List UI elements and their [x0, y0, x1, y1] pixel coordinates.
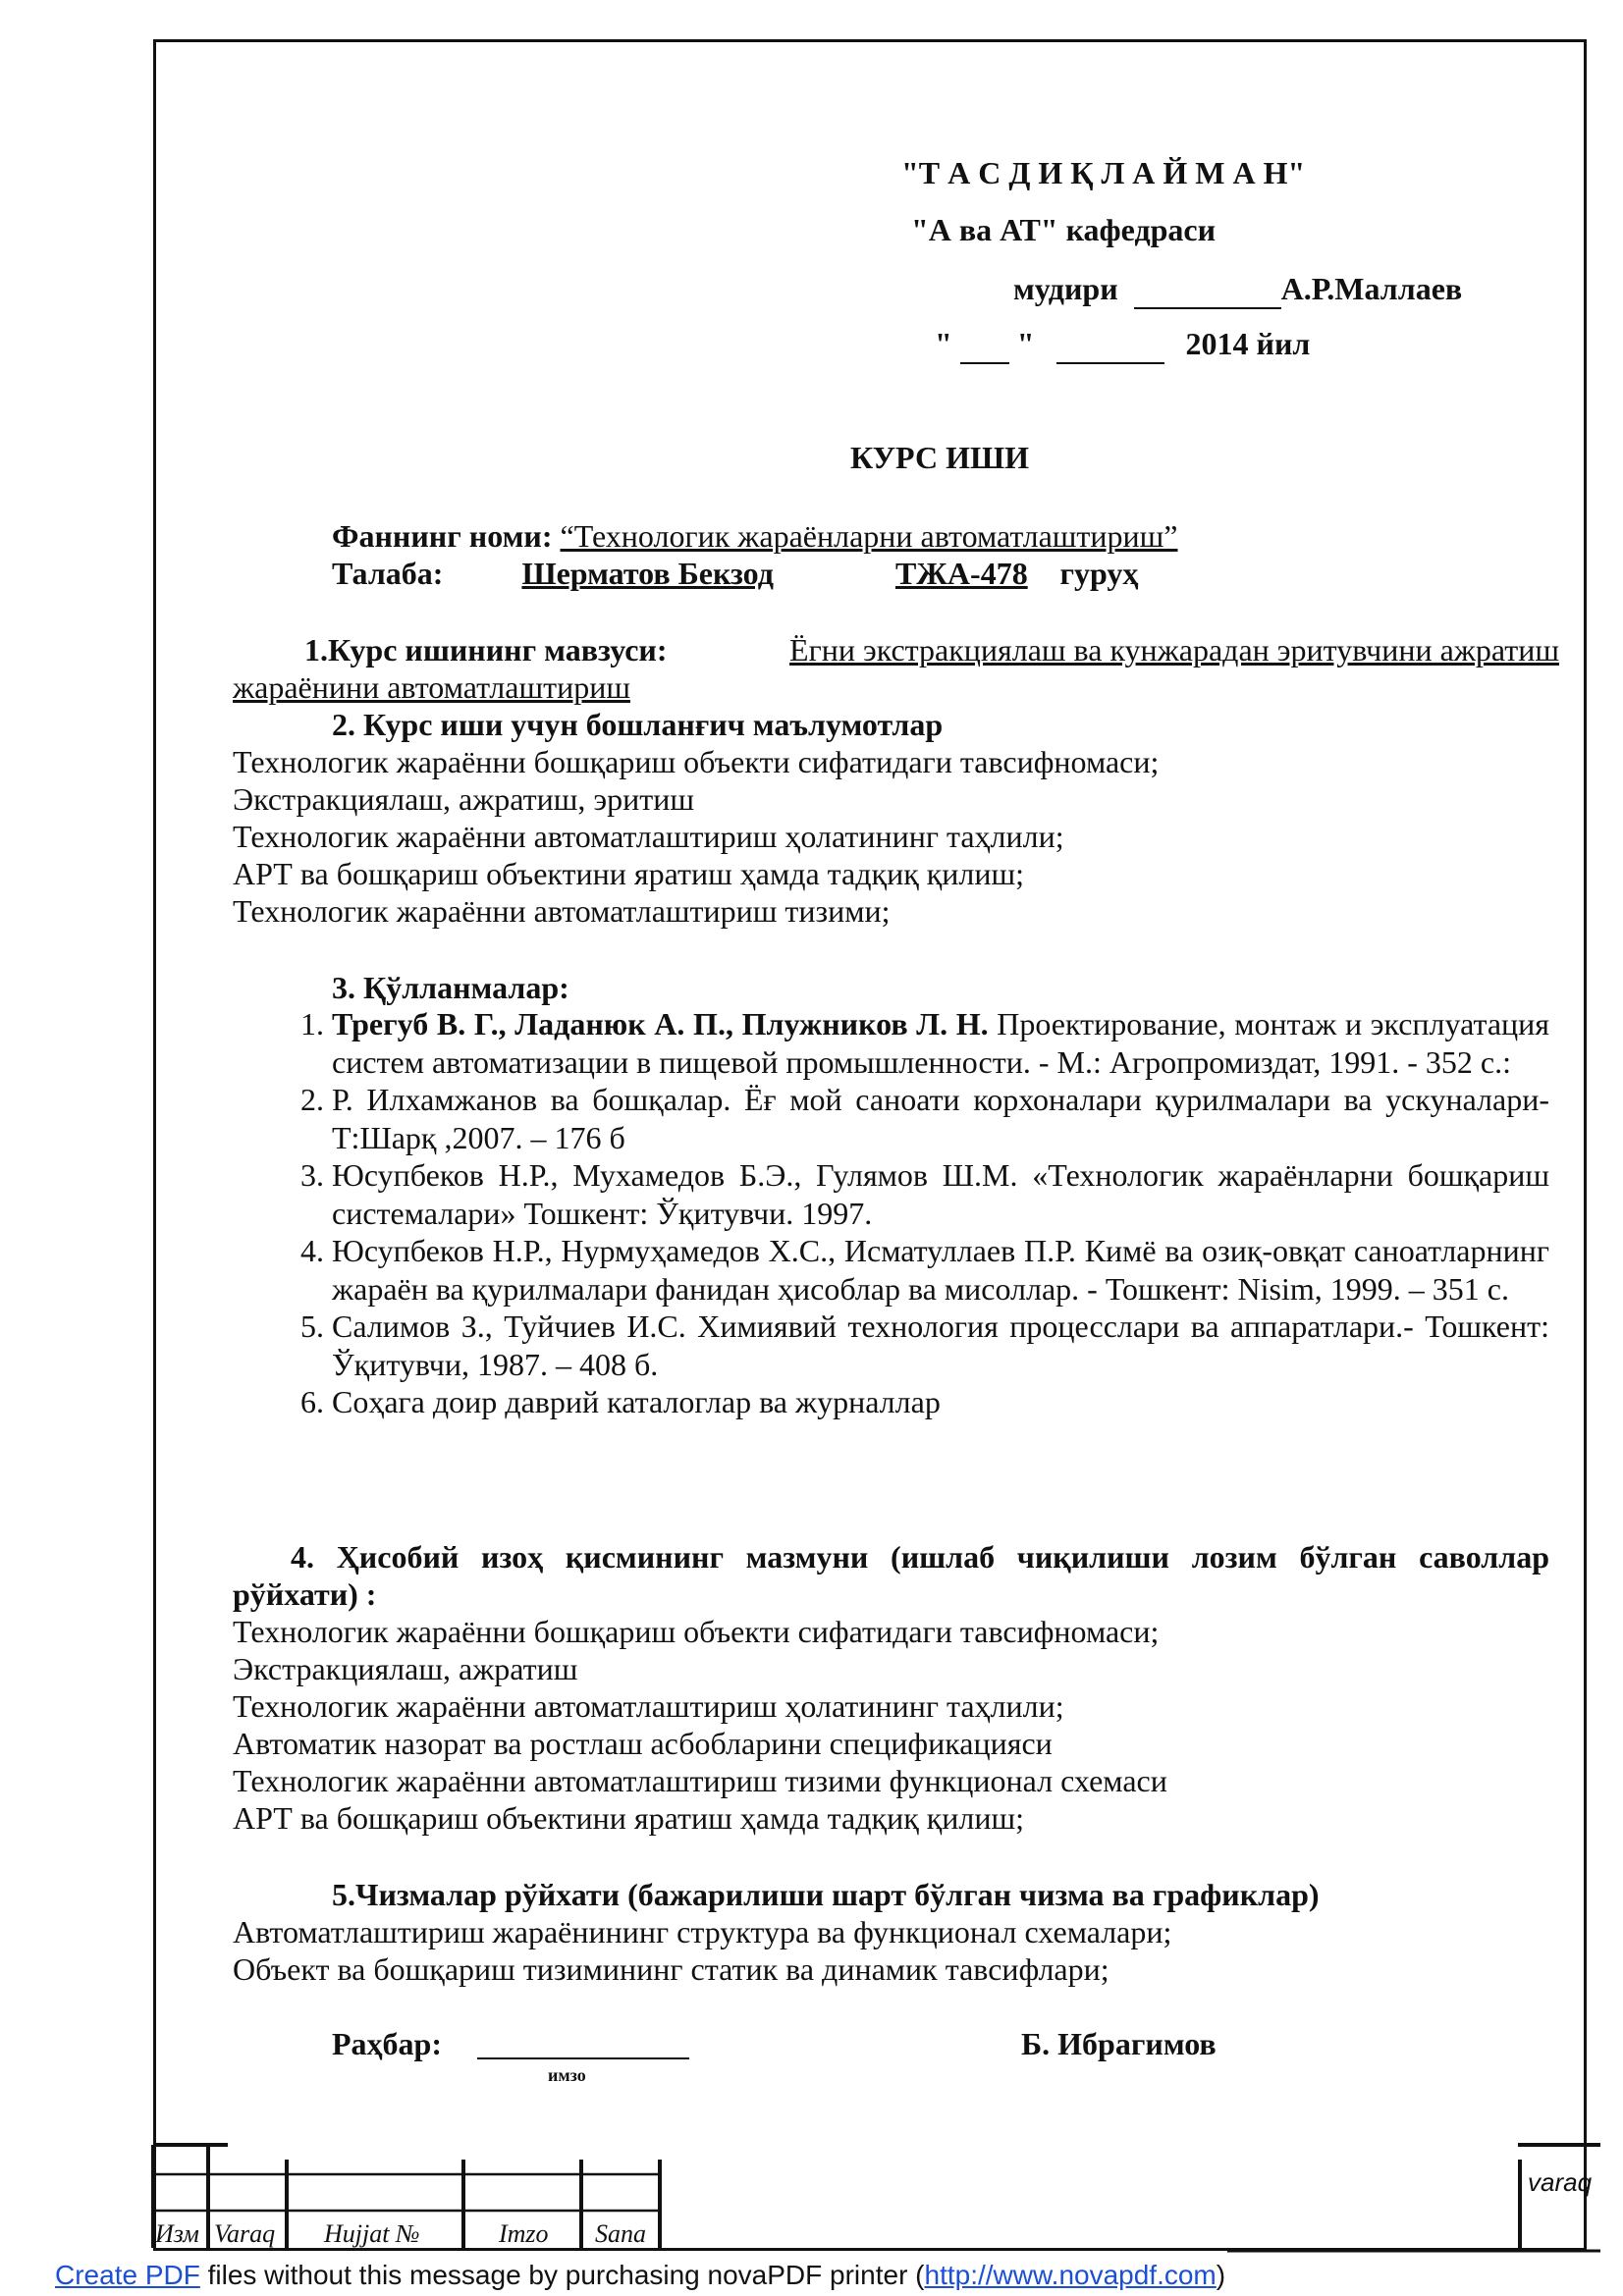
approval-head	[1013, 271, 1462, 309]
student-line	[332, 556, 1138, 592]
approval-heading: "Т А С Д И Қ Л А Й М А Н"	[901, 155, 1306, 190]
section4-item: Экстракциялаш, ажратиш	[233, 1651, 578, 1686]
topic-label: 1.Курс ишининг мавзуси:	[304, 632, 668, 667]
stamp-imzo: Imzo	[499, 2219, 549, 2248]
section2-item: Экстракциялаш, ажратиш, эритиш	[233, 781, 695, 817]
student-underline	[443, 556, 1052, 592]
stamp-varaq: Varaq	[214, 2219, 276, 2248]
subject-label: Фаннинг номи:	[332, 518, 553, 554]
pdf-footer	[55, 2260, 1225, 2291]
stamp-izm: Изм	[155, 2219, 199, 2248]
stamp-sana: Sana	[595, 2219, 646, 2248]
reference-item	[281, 1308, 1549, 1383]
reference-number: 6.	[300, 1384, 324, 1419]
section4-item: Технологик жараённи автоматлаштириш тизими функционал схемаси	[233, 1763, 1167, 1798]
section3-heading: 3. Қўлланмалар:	[332, 970, 569, 1005]
reference-item	[281, 1156, 1549, 1232]
section4-heading-line1: 4. Ҳисобий изоҳ қисмининг мазмуни (ишлаб чиқилиши лозим бўлган саволлар	[291, 1539, 1549, 1575]
date-quote-close: "	[1016, 326, 1035, 361]
section2-item: Технологик жараённи автоматлаштириш тизими;	[233, 893, 891, 929]
section2-item: Технологик жараённи бошқариш объекти сифатидаги тавсифномаси;	[233, 744, 1160, 779]
topic-value-line2: жараёнини автоматлаштириш	[233, 669, 630, 705]
signature-line	[1134, 271, 1281, 309]
topic-value-line1: Ёгни экстракциялаш ва кунжарадан эритувчини ажратиш	[789, 632, 1559, 667]
reference-text: Проектирование, монтаж и эксплуатация систем автоматизации в пищевой промышленности. - М.: Агропромиздат, 1991. - 352 с.:	[332, 1006, 1549, 1080]
student-group-word: гуруҳ	[1059, 556, 1139, 591]
reference-number: 2.	[300, 1082, 324, 1117]
section4-item: Автоматик назорат ва ростлаш асбобларини спецификацияси	[233, 1726, 1053, 1761]
reference-item	[281, 1232, 1549, 1308]
stamp-sheet-label: varaq	[1528, 2167, 1593, 2197]
section4-item: Технологик жараённи автоматлаштириш ҳолатининг таҳлили;	[233, 1688, 1064, 1724]
reference-text: Р. Илхамжанов ва бошқалар. Ёғ мой саноати корхоналари қурилмалари ва ускуналари- Т:Шарқ ,2007. – 176 б	[332, 1082, 1549, 1155]
footer-text-end: )	[1216, 2260, 1226, 2290]
section2-item: Технологик жараённи автоматлаштириш ҳолатининг таҳлили;	[233, 819, 1064, 854]
reference-number: 3.	[300, 1157, 324, 1193]
student-label: Талаба:	[332, 556, 444, 591]
section4-item: АРТ ва бошқариш объектини яратиш ҳамда тадқиқ қилиш;	[233, 1800, 1025, 1836]
reference-number: 5.	[300, 1308, 324, 1344]
reference-text: Юсупбеков Н.Р., Мухамедов Б.Э., Гулямов Ш.М. «Технологик жараёнларни бошқариш системалари» Тошкент: Ўқитувчи. 1997.	[332, 1157, 1549, 1231]
section4-heading-line2: рўйхати) :	[233, 1576, 377, 1612]
page-title: КУРС ИШИ	[850, 440, 1030, 475]
approval-head-name: А.Р.Маллаев	[1280, 271, 1463, 306]
stamp-hujjat: Hujjat №	[324, 2219, 420, 2248]
approval-year: 2014 йил	[1185, 326, 1311, 361]
day-blank	[960, 326, 1009, 364]
section4-item: Технологик жараённи бошқариш объекти сифатидаги тавсифномаси;	[233, 1614, 1160, 1649]
section5-item: Объект ва бошқариш тизимининг статик ва динамик тавсифлари;	[233, 1951, 1109, 1987]
reference-item	[281, 1383, 1549, 1421]
month-blank	[1056, 326, 1164, 364]
footer-text: files without this message by purchasing novaPDF printer (	[199, 2260, 925, 2290]
topic-line	[304, 632, 1559, 668]
create-pdf-link[interactable]: Create PDF	[55, 2260, 200, 2290]
supervisor-name: Б. Ибрагимов	[1021, 2026, 1217, 2061]
reference-text: Юсупбеков Н.Р., Нурмуҳамедов Х.С., Исматуллаев П.Р. Кимё ва озиқ-овқат саноатларнинг жараён ва қурилмалари фанидан ҳисоблар ва мисоллар. - Тошкент: Nisim, 1999. – 351 с.	[332, 1233, 1549, 1307]
approval-department: "А ва АТ" кафедраси	[911, 212, 1217, 247]
supervisor-label: Раҳбар:	[332, 2026, 442, 2061]
approval-head-label: мудири	[1013, 271, 1118, 306]
supervisor-signature-line	[477, 2057, 689, 2059]
section2-heading: 2. Курс иши учун бошланғич маълумотлар	[332, 707, 944, 742]
student-name: Шерматов Бекзод	[521, 556, 774, 591]
section5-heading: 5.Чизмалар рўйхати (бажарилиши шарт бўлган чизма ва графиклар)	[332, 1877, 1320, 1912]
reference-item	[281, 1081, 1549, 1156]
reference-number: 1.	[300, 1006, 324, 1041]
student-group: ТЖА-478	[894, 556, 1028, 591]
reference-item	[281, 1005, 1549, 1081]
reference-authors: Трегуб В. Г., Ладанюк А. П., Плужников Л. Н.	[332, 1006, 989, 1041]
approval-date	[935, 326, 1310, 364]
novapdf-link[interactable]: http://www.novapdf.com	[924, 2260, 1217, 2290]
reference-text: Салимов З., Туйчиев И.С. Химиявий технология процесслари ва аппаратлари.- Тошкент: Ўқитувчи, 1987. – 408 б.	[332, 1308, 1549, 1382]
subject-line	[332, 518, 1177, 555]
reference-number: 4.	[300, 1233, 324, 1268]
references-list	[281, 1005, 1549, 1421]
subject-value: “Технологик жараёнларни автоматлаштириш”	[560, 518, 1178, 554]
section2-item: АРТ ва бошқариш объектини яратиш ҳамда тадқиқ қилиш;	[233, 856, 1025, 891]
section5-item: Автоматлаштириш жараёнининг структура ва функционал схемалари;	[233, 1914, 1172, 1949]
signature-caption: имзо	[548, 2065, 586, 2085]
date-quote-open: "	[935, 326, 952, 361]
reference-text: Соҳага доир даврий каталоглар ва журналлар	[332, 1384, 941, 1419]
